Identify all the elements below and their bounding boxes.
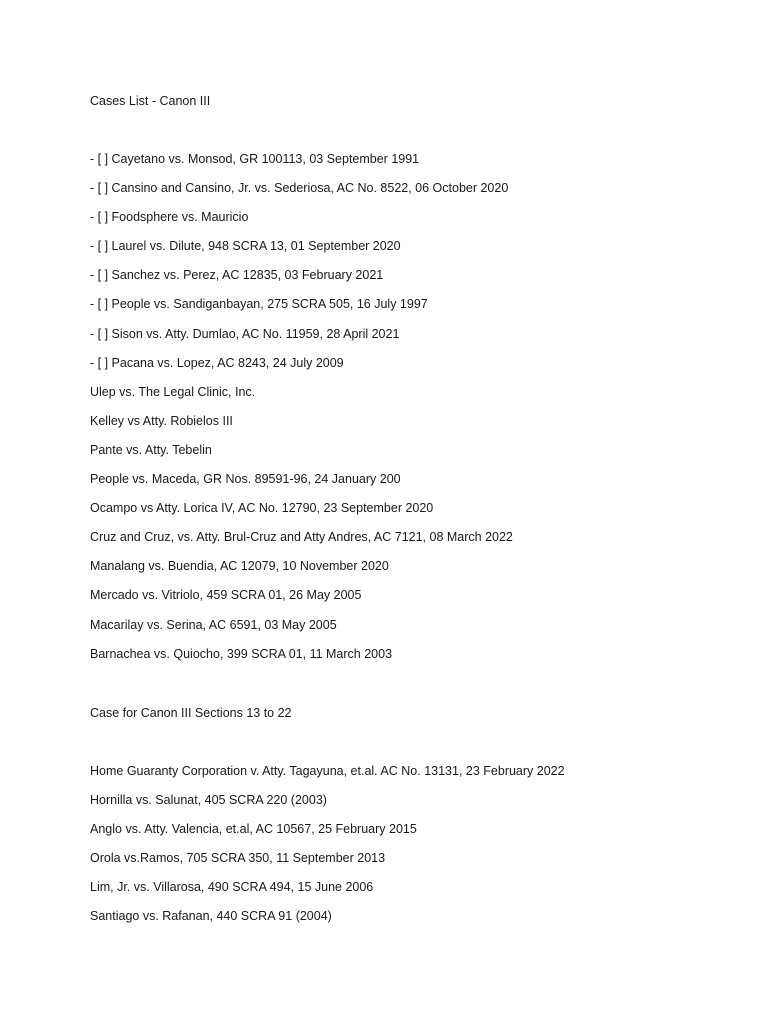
- list-item: Orola vs.Ramos, 705 SCRA 350, 11 September 2013: [90, 850, 386, 865]
- list-item: - [ ] Foodsphere vs. Mauricio: [90, 210, 249, 225]
- list-item: Ulep vs. The Legal Clinic, Inc.: [90, 384, 256, 399]
- list-item: Anglo vs. Atty. Valencia, et.al, AC 10567, 25 February 2015: [90, 821, 417, 836]
- list-item: People vs. Maceda, GR Nos. 89591-96, 24 January 200: [90, 472, 401, 487]
- list-item: - [ ] Laurel vs. Dilute, 948 SCRA 13, 01 September 2020: [90, 239, 401, 254]
- list-item: Macarilay vs. Serina, AC 6591, 03 May 2005: [90, 617, 337, 632]
- list-item: Lim, Jr. vs. Villarosa, 490 SCRA 494, 15 June 2006: [90, 879, 374, 894]
- list-item: Cruz and Cruz, vs. Atty. Brul-Cruz and Atty Andres, AC 7121, 08 March 2022: [90, 530, 513, 545]
- list-item: - [ ] Sison vs. Atty. Dumlao, AC No. 11959, 28 April 2021: [90, 326, 400, 341]
- list-item: - [ ] Sanchez vs. Perez, AC 12835, 03 February 2021: [90, 268, 384, 283]
- list-item: - [ ] Pacana vs. Lopez, AC 8243, 24 July 2009: [90, 355, 344, 370]
- list-item: Ocampo vs Atty. Lorica IV, AC No. 12790, 23 September 2020: [90, 501, 434, 516]
- list-item: Santiago vs. Rafanan, 440 SCRA 91 (2004): [90, 909, 332, 924]
- list-item: Kelley vs Atty. Robielos III: [90, 413, 233, 428]
- document-title: Cases List - Canon III: [90, 94, 211, 108]
- list-item: Hornilla vs. Salunat, 405 SCRA 220 (2003): [90, 792, 327, 807]
- list-item: - [ ] Cayetano vs. Monsod, GR 100113, 03 September 1991: [90, 152, 420, 166]
- list-item: Home Guaranty Corporation v. Atty. Tagayuna, et.al. AC No. 13131, 23 February 2022: [90, 763, 565, 778]
- section-heading: Case for Canon III Sections 13 to 22: [90, 705, 292, 720]
- list-item: - [ ] People vs. Sandiganbayan, 275 SCRA 505, 16 July 1997: [90, 297, 428, 312]
- list-item: Pante vs. Atty. Tebelin: [90, 442, 212, 457]
- list-item: Mercado vs. Vitriolo, 459 SCRA 01, 26 May 2005: [90, 588, 362, 603]
- list-item: - [ ] Cansino and Cansino, Jr. vs. Sederiosa, AC No. 8522, 06 October 2020: [90, 181, 509, 196]
- case-list-sections-13-22: [90, 762, 730, 926]
- list-item: Manalang vs. Buendia, AC 12079, 10 November 2020: [90, 559, 389, 574]
- case-list-canon-iii: [90, 150, 730, 664]
- list-item: Barnachea vs. Quiocho, 399 SCRA 01, 11 March 2003: [90, 646, 393, 661]
- document-body: [90, 92, 730, 936]
